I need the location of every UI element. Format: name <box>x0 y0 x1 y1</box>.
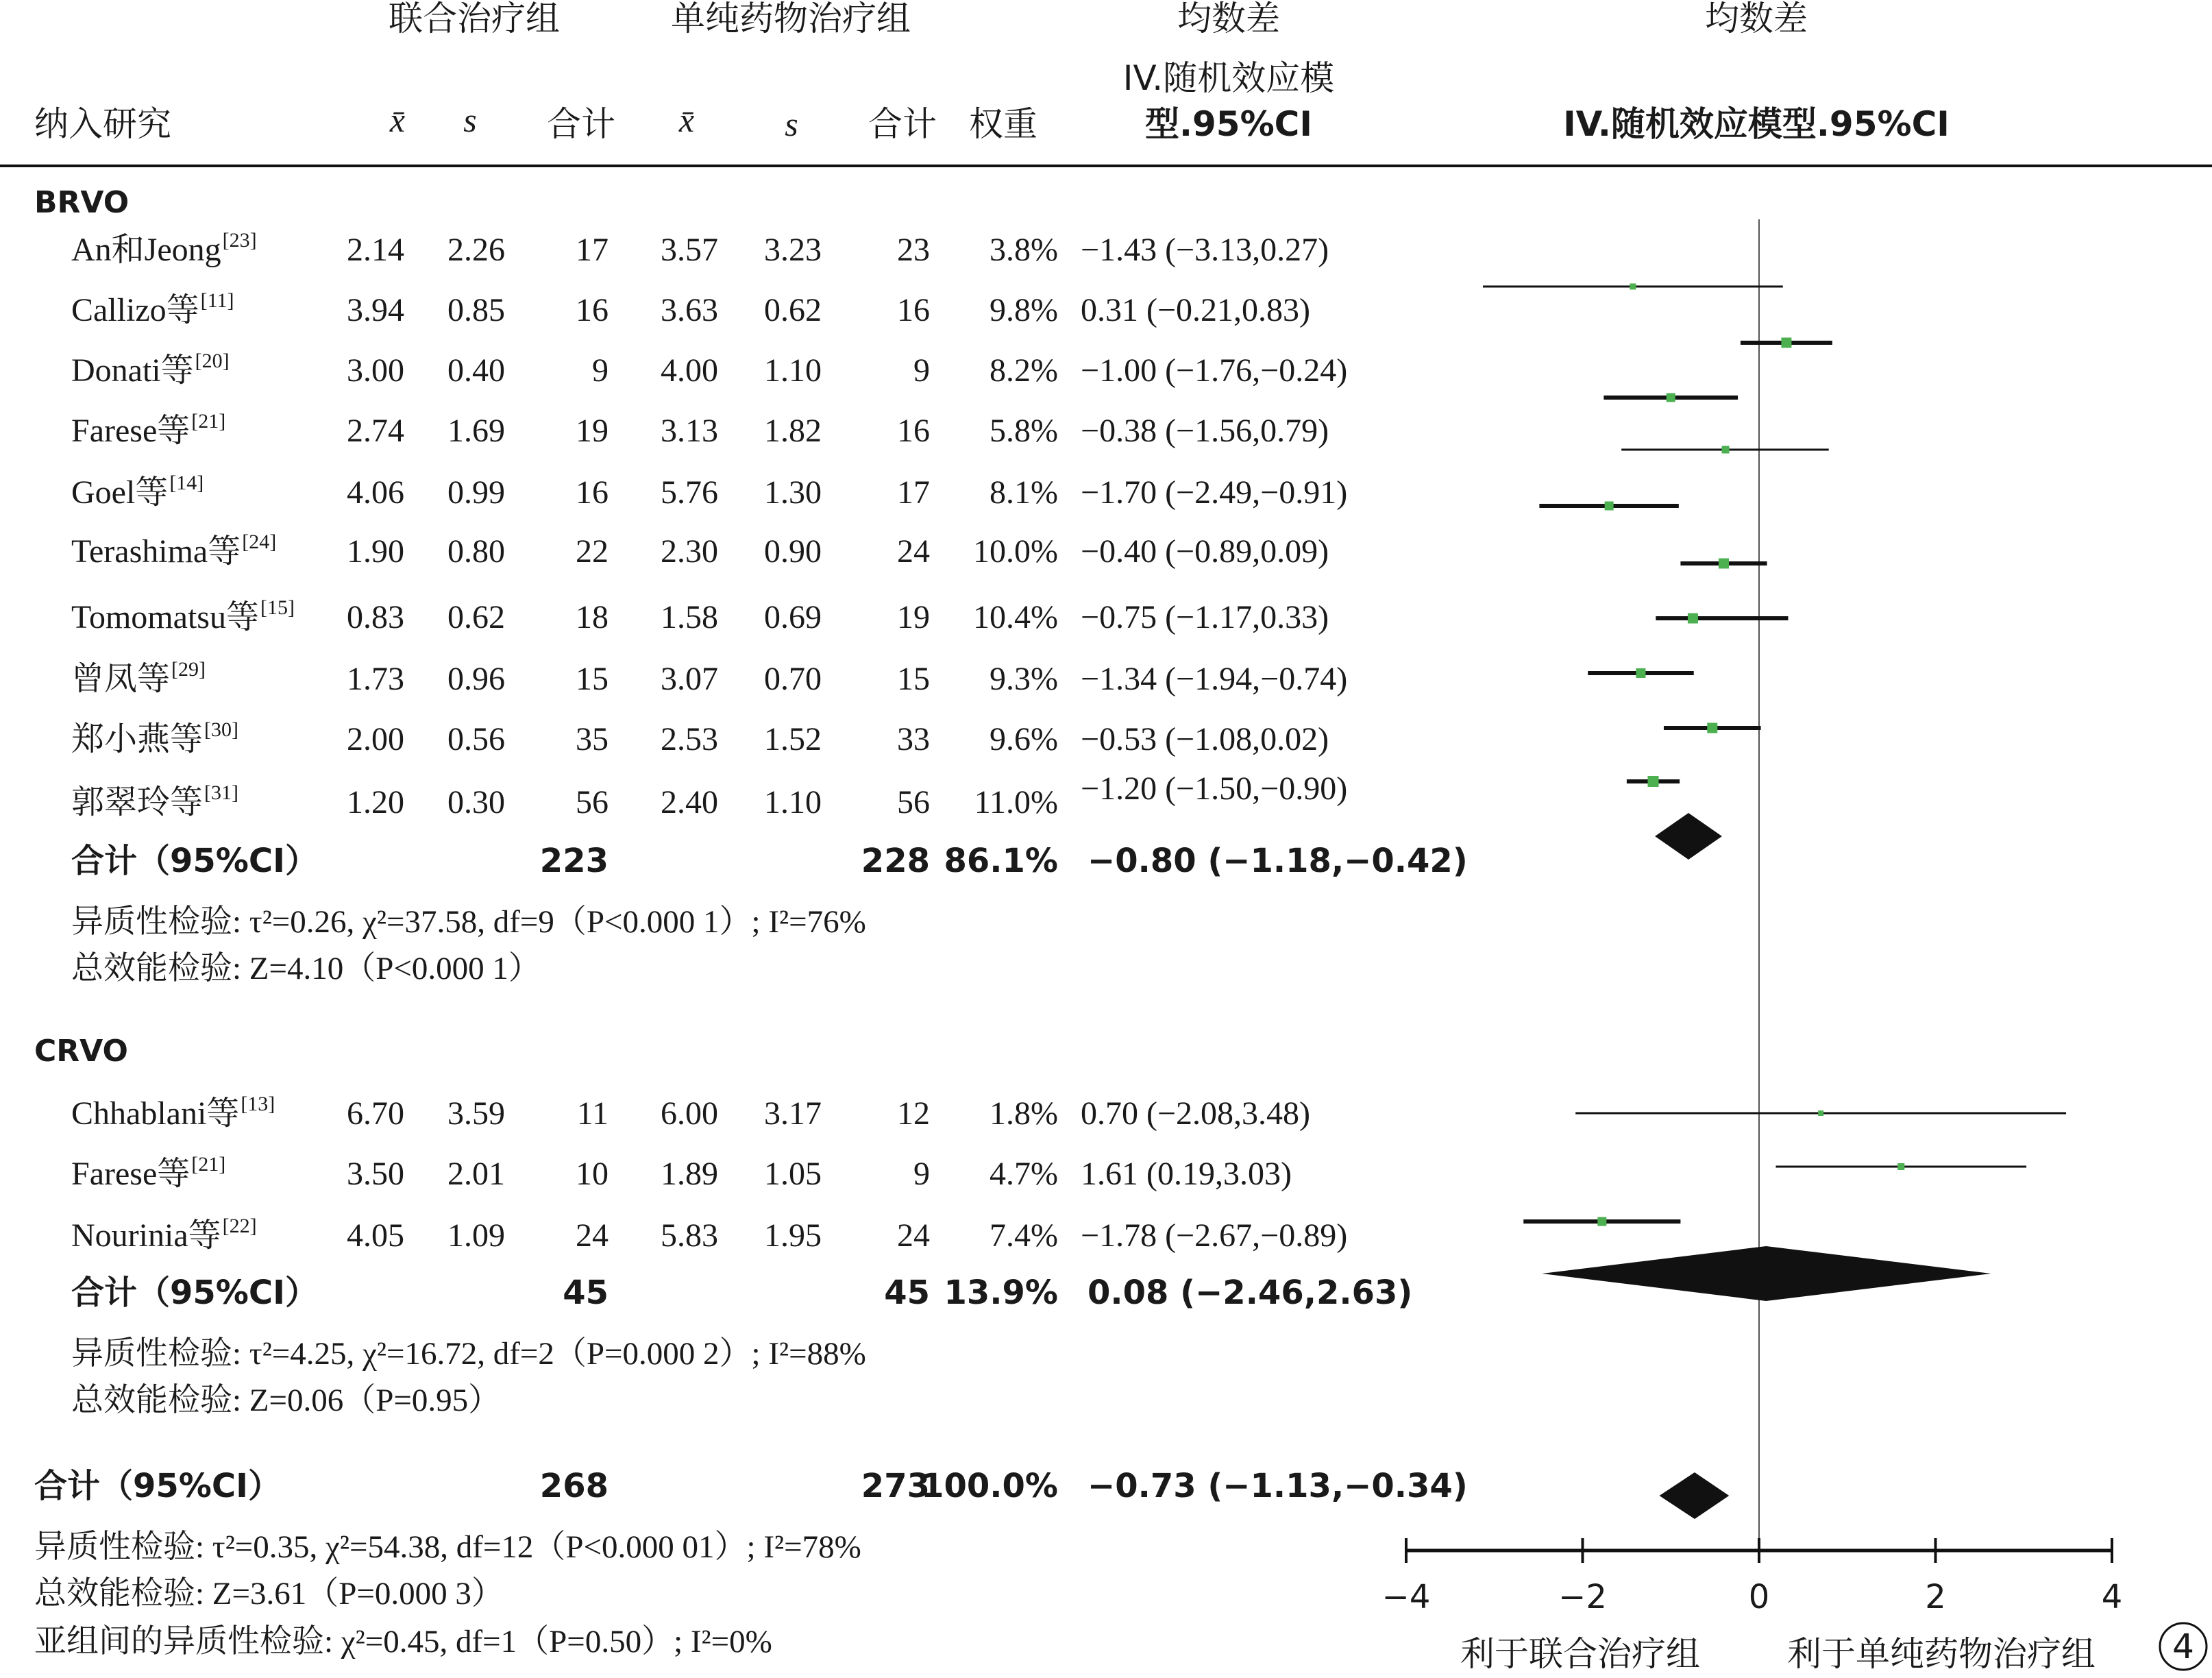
study-ref: [11] <box>200 289 234 312</box>
sd-combo: 1.09 <box>447 1217 505 1254</box>
effect-point <box>1707 723 1717 733</box>
header-sd-drug: s <box>785 105 798 143</box>
header-total-combo: 合计 <box>547 104 615 144</box>
sd-drug: 1.10 <box>764 352 822 389</box>
n-combo: 19 <box>576 413 609 449</box>
pooled-effect-diamond <box>1660 1472 1730 1519</box>
sd-drug: 1.95 <box>764 1217 822 1254</box>
effect-point <box>1667 393 1675 402</box>
sd-combo: 0.40 <box>447 352 505 389</box>
weight: 11.0% <box>974 784 1058 820</box>
mean-combo: 4.05 <box>347 1217 404 1254</box>
mean-combo: 4.06 <box>347 474 404 511</box>
subtotal-weight: 13.9% <box>944 1274 1058 1312</box>
sd-combo: 2.26 <box>447 232 505 268</box>
weight: 9.3% <box>990 661 1058 697</box>
overall-total-row <box>34 1467 1468 1505</box>
table-row <box>71 718 1329 757</box>
overall-ci: −0.73 (−1.13,−0.34) <box>1087 1467 1468 1505</box>
study-ref: [14] <box>169 472 204 494</box>
sd-combo: 2.01 <box>447 1156 505 1192</box>
table-row <box>71 596 1329 635</box>
md-ci-text: −1.78 (−2.67,−0.89) <box>1081 1217 1348 1254</box>
figure-number-badge <box>2160 1623 2207 1670</box>
weight: 9.6% <box>990 721 1058 757</box>
mean-drug: 2.30 <box>661 533 718 570</box>
heterogeneity-test-overall: 异质性检验: τ²=0.35, χ²=54.38, df=12（P<0.000 01）; I²=78% <box>34 1529 861 1565</box>
heterogeneity-test-crvo: 异质性检验: τ²=4.25, χ²=16.72, df=2（P=0.000 2）; I²=88% <box>71 1336 866 1372</box>
study-ref: [29] <box>171 658 206 681</box>
md-ci-text: −0.40 (−0.89,0.09) <box>1081 533 1329 570</box>
n-combo: 35 <box>576 721 609 757</box>
mean-drug: 3.07 <box>661 661 718 697</box>
header-sd-combo: s <box>463 101 477 139</box>
header-weight: 权重 <box>969 104 1037 144</box>
subtotal-label: 合计（95%CI） <box>71 842 318 880</box>
mean-combo: 6.70 <box>347 1095 404 1132</box>
mean-drug: 3.57 <box>661 232 718 268</box>
overall-n-combo: 268 <box>539 1467 609 1505</box>
md-ci-text: 0.70 (−2.08,3.48) <box>1081 1095 1311 1132</box>
sd-drug: 0.90 <box>764 533 822 570</box>
n-combo: 9 <box>592 352 609 389</box>
weight: 9.8% <box>990 292 1058 328</box>
md-ci-text: −0.53 (−1.08,0.02) <box>1081 721 1329 757</box>
study-label: Goel等 <box>71 474 169 511</box>
weight: 3.8% <box>990 232 1058 268</box>
mean-drug: 1.89 <box>661 1156 718 1192</box>
overall-effect-test-crvo: 总效能检验: Z=0.06（P=0.95） <box>71 1383 501 1418</box>
study-ref: [13] <box>241 1093 275 1115</box>
n-drug: 15 <box>897 661 930 697</box>
header-combo-group: 联合治疗组 <box>389 0 560 38</box>
n-drug: 9 <box>913 352 930 389</box>
study-label: Nourinia等 <box>71 1217 221 1254</box>
effect-point <box>1630 284 1636 290</box>
mean-combo: 1.20 <box>347 784 404 820</box>
study-label: Farese等 <box>71 1156 191 1192</box>
md-ci-text: −1.70 (−2.49,−0.91) <box>1081 474 1348 511</box>
md-ci-text: −1.20 (−1.50,−0.90) <box>1081 770 1348 807</box>
subtotal-n-combo: 45 <box>563 1274 609 1312</box>
study-label: 曾凤等 <box>71 661 171 697</box>
subgroup-heading-crvo: CRVO <box>34 1034 128 1069</box>
pooled-effect-diamond <box>1542 1246 1991 1301</box>
weight: 4.7% <box>990 1156 1058 1192</box>
subgroup-heading-brvo: BRVO <box>34 185 130 220</box>
table-row <box>71 472 1347 511</box>
subtotal-ci: 0.08 (−2.46,2.63) <box>1087 1274 1413 1312</box>
mean-combo: 2.74 <box>347 413 404 449</box>
axis-tick-label: −2 <box>1558 1578 1607 1616</box>
subtotal-n-drug: 228 <box>861 842 930 880</box>
study-ref: [24] <box>242 531 277 553</box>
n-combo: 11 <box>576 1095 609 1132</box>
weight: 10.4% <box>973 599 1058 635</box>
table-row <box>71 410 1329 449</box>
mean-drug: 6.00 <box>661 1095 718 1132</box>
n-drug: 24 <box>897 1217 930 1254</box>
overall-n-drug: 273 <box>861 1467 930 1505</box>
mean-drug: 4.00 <box>661 352 718 389</box>
n-combo: 18 <box>576 599 609 635</box>
mean-drug: 3.13 <box>661 413 718 449</box>
n-drug: 56 <box>897 784 930 820</box>
axis-tick-label: 2 <box>1925 1578 1946 1616</box>
table-row <box>71 1093 1310 1132</box>
forest-plot-area <box>1382 219 2123 1616</box>
n-drug: 12 <box>897 1095 930 1132</box>
study-ref: [21] <box>191 1153 226 1176</box>
subtotal-weight: 86.1% <box>944 842 1058 880</box>
figure-number: 4 <box>2172 1627 2194 1666</box>
sd-drug: 1.30 <box>764 474 822 511</box>
header-study: 纳入研究 <box>34 104 171 144</box>
mean-combo: 1.73 <box>347 661 404 697</box>
study-ref: [15] <box>260 596 295 619</box>
sd-drug: 3.23 <box>764 232 822 268</box>
mean-drug: 5.83 <box>661 1217 718 1254</box>
sd-combo: 1.69 <box>447 413 505 449</box>
n-drug: 16 <box>897 292 930 328</box>
n-combo: 22 <box>576 533 609 570</box>
n-drug: 16 <box>897 413 930 449</box>
sd-combo: 0.56 <box>447 721 505 757</box>
effect-point <box>1688 613 1698 624</box>
mean-combo: 2.14 <box>347 232 404 268</box>
sd-drug: 0.70 <box>764 661 822 697</box>
mean-combo: 2.00 <box>347 721 404 757</box>
table-row <box>71 1153 1292 1192</box>
n-drug: 19 <box>897 599 930 635</box>
effect-point <box>1605 502 1614 511</box>
n-combo: 10 <box>576 1156 609 1192</box>
n-combo: 16 <box>576 474 609 511</box>
header-md-sub1: IV.随机效应模 <box>1122 58 1335 98</box>
study-ref: [21] <box>191 410 226 433</box>
md-ci-text: −1.34 (−1.94,−0.74) <box>1081 661 1348 697</box>
n-combo: 15 <box>576 661 609 697</box>
study-table <box>71 229 1347 1254</box>
weight: 8.1% <box>990 474 1058 511</box>
md-ci-text: −1.00 (−1.76,−0.24) <box>1081 352 1348 389</box>
study-ref: [22] <box>222 1215 257 1237</box>
subgroup-difference-test: 亚组间的异质性检验: χ²=0.45, df=1（P=0.50）; I²=0% <box>34 1624 772 1659</box>
sd-combo: 0.30 <box>447 784 505 820</box>
mean-combo: 3.94 <box>347 292 404 328</box>
study-label: Tomomatsu等 <box>71 599 259 635</box>
weight: 10.0% <box>973 533 1058 570</box>
mean-drug: 2.40 <box>661 784 718 820</box>
md-ci-text: −0.75 (−1.17,0.33) <box>1081 599 1329 635</box>
n-combo: 17 <box>576 232 609 268</box>
overall-weight: 100.0% <box>921 1467 1058 1505</box>
heterogeneity-test-brvo: 异质性检验: τ²=0.26, χ²=37.58, df=9（P<0.000 1）; I²=76% <box>71 904 866 940</box>
table-header <box>34 0 1950 144</box>
sd-combo: 0.85 <box>447 292 505 328</box>
subtotal-row-crvo <box>71 1274 1412 1312</box>
header-total-drug: 合计 <box>868 104 937 144</box>
favours-combo-label: 利于联合治疗组 <box>1460 1634 1700 1674</box>
sd-drug: 3.17 <box>764 1095 822 1132</box>
header-drug-group: 单纯药物治疗组 <box>671 0 911 38</box>
n-combo: 56 <box>576 784 609 820</box>
sd-combo: 0.62 <box>447 599 505 635</box>
sd-combo: 0.99 <box>447 474 505 511</box>
header-plot-md: 均数差 <box>1705 0 1808 38</box>
study-ref: [31] <box>204 781 238 804</box>
study-label: Chhablani等 <box>71 1095 240 1132</box>
n-drug: 23 <box>897 232 930 268</box>
sd-drug: 1.82 <box>764 413 822 449</box>
sd-drug: 1.52 <box>764 721 822 757</box>
subtotal-row-brvo <box>71 842 1468 880</box>
mean-combo: 0.83 <box>347 599 404 635</box>
mean-drug: 5.76 <box>661 474 718 511</box>
mean-drug: 3.63 <box>661 292 718 328</box>
subtotal-ci: −0.80 (−1.18,−0.42) <box>1087 842 1468 880</box>
weight: 5.8% <box>990 413 1058 449</box>
effect-point <box>1719 559 1729 569</box>
overall-effect-test-brvo: 总效能检验: Z=4.10（P<0.000 1） <box>71 951 541 986</box>
effect-point <box>1636 668 1645 678</box>
table-row <box>71 531 1329 570</box>
study-label: 郑小燕等 <box>71 721 204 757</box>
header-mean-drug: x̄ <box>678 101 695 139</box>
overall-label: 合计（95%CI） <box>34 1467 281 1505</box>
n-drug: 17 <box>897 474 930 511</box>
table-row <box>71 229 1329 268</box>
subtotal-label: 合计（95%CI） <box>71 1274 318 1312</box>
md-ci-text: 0.31 (−0.21,0.83) <box>1081 292 1311 328</box>
n-drug: 24 <box>897 533 930 570</box>
sd-combo: 0.96 <box>447 661 505 697</box>
subtotal-n-drug: 45 <box>884 1274 930 1312</box>
md-ci-text: −0.38 (−1.56,0.79) <box>1081 413 1329 449</box>
table-row <box>71 1215 1347 1254</box>
study-label: An和Jeong <box>71 232 221 268</box>
study-ref: [30] <box>204 718 238 741</box>
axis-tick-label: 4 <box>2101 1578 2123 1616</box>
study-label: Terashima等 <box>71 533 241 570</box>
header-md: 均数差 <box>1177 0 1280 38</box>
sd-combo: 3.59 <box>447 1095 505 1132</box>
mean-combo: 3.50 <box>347 1156 404 1192</box>
sd-drug: 1.05 <box>764 1156 822 1192</box>
sd-drug: 1.10 <box>764 784 822 820</box>
mean-drug: 1.58 <box>661 599 718 635</box>
study-label: Farese等 <box>71 413 191 449</box>
md-ci-text: −1.43 (−3.13,0.27) <box>1081 232 1329 268</box>
study-ref: [20] <box>195 350 230 372</box>
n-combo: 24 <box>576 1217 609 1254</box>
sd-drug: 0.69 <box>764 599 822 635</box>
n-drug: 33 <box>897 721 930 757</box>
weight: 1.8% <box>990 1095 1058 1132</box>
mean-combo: 1.90 <box>347 533 404 570</box>
md-ci-text: 1.61 (0.19,3.03) <box>1081 1156 1292 1192</box>
n-combo: 16 <box>576 292 609 328</box>
axis-tick-label: −4 <box>1381 1578 1431 1616</box>
study-ref: [23] <box>222 229 257 252</box>
weight: 7.4% <box>990 1217 1058 1254</box>
overall-effect-test: 总效能检验: Z=3.61（P=0.000 3） <box>34 1576 504 1612</box>
weight: 8.2% <box>990 352 1058 389</box>
pooled-effect-diamond <box>1655 813 1722 860</box>
mean-combo: 3.00 <box>347 352 404 389</box>
effect-point <box>1781 338 1791 348</box>
table-row <box>71 770 1347 820</box>
favours-drug-label: 利于单纯药物治疗组 <box>1787 1634 2096 1674</box>
header-plot-sub: IV.随机效应模型.95%CI <box>1563 104 1950 144</box>
effect-point <box>1597 1217 1606 1226</box>
header-mean-combo: x̄ <box>389 101 406 139</box>
effect-point <box>1818 1110 1823 1116</box>
table-row <box>71 658 1347 697</box>
sd-combo: 0.80 <box>447 533 505 570</box>
table-row <box>71 289 1310 328</box>
n-drug: 9 <box>913 1156 930 1192</box>
axis-tick-label: 0 <box>1748 1578 1770 1616</box>
subtotal-n-combo: 223 <box>539 842 609 880</box>
effect-point <box>1648 776 1659 787</box>
mean-drug: 2.53 <box>661 721 718 757</box>
header-md-sub2: 型.95%CI <box>1145 104 1312 144</box>
table-row <box>71 350 1347 389</box>
effect-point <box>1897 1163 1904 1170</box>
study-label: Callizo等 <box>71 292 199 328</box>
study-label: 郭翠玲等 <box>71 784 204 820</box>
sd-drug: 0.62 <box>764 292 822 328</box>
effect-point <box>1722 446 1730 454</box>
study-label: Donati等 <box>71 352 194 389</box>
